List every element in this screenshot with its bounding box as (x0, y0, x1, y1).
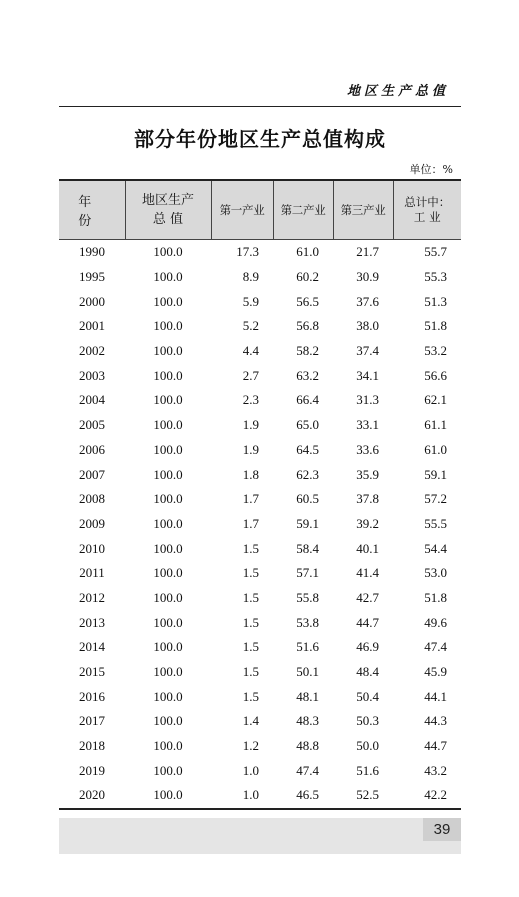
cell-secondary: 57.1 (296, 565, 319, 581)
table-row (59, 610, 461, 635)
cell-industry: 55.5 (424, 515, 447, 531)
cell-gdp: 100.0 (153, 664, 183, 680)
header-tertiary-label: 第三产业 (340, 203, 386, 217)
cell-gdp: 100.0 (153, 491, 183, 507)
header-industry-line1: 总计中： (404, 195, 451, 209)
cell-secondary: 56.8 (296, 318, 319, 334)
cell-tertiary: 42.7 (356, 589, 379, 605)
cell-year: 1990 (79, 244, 105, 260)
table-row (59, 758, 461, 783)
cell-tertiary: 51.6 (356, 762, 379, 778)
header-year: 年 份 (78, 195, 106, 229)
cell-tertiary: 39.2 (356, 515, 379, 531)
cell-tertiary: 31.3 (356, 392, 379, 408)
cell-gdp: 100.0 (153, 392, 183, 408)
cell-primary: 1.5 (242, 589, 259, 605)
cell-tertiary: 50.4 (356, 688, 379, 704)
table-row (59, 512, 461, 537)
header-rule (59, 106, 461, 107)
table-row (59, 388, 461, 413)
table-row (59, 314, 461, 339)
unit-label: 单位：% (409, 163, 453, 176)
table-row (59, 487, 461, 512)
running-head: 地区生产总值 (346, 84, 449, 99)
cell-industry: 44.1 (424, 688, 447, 704)
cell-year: 2018 (79, 738, 105, 754)
cell-tertiary: 37.6 (356, 293, 379, 309)
cell-primary: 1.5 (242, 540, 259, 556)
cell-gdp: 100.0 (153, 515, 183, 531)
table-row (59, 709, 461, 734)
cell-year: 2012 (79, 589, 105, 605)
cell-tertiary: 30.9 (356, 269, 379, 285)
header-primary-label: 第一产业 (219, 203, 265, 217)
cell-industry: 56.6 (424, 367, 447, 383)
cell-industry: 57.2 (424, 491, 447, 507)
cell-gdp: 100.0 (153, 540, 183, 556)
cell-year: 2014 (79, 639, 105, 655)
cell-industry: 42.2 (424, 787, 447, 803)
data-table-wrapper (59, 179, 461, 810)
cell-primary: 1.5 (242, 664, 259, 680)
cell-gdp: 100.0 (153, 614, 183, 630)
cell-industry: 54.4 (424, 540, 447, 556)
cell-secondary: 48.3 (296, 713, 319, 729)
cell-gdp: 100.0 (153, 343, 183, 359)
cell-secondary: 61.0 (296, 244, 319, 260)
cell-gdp: 100.0 (153, 244, 183, 260)
cell-tertiary: 37.4 (356, 343, 379, 359)
cell-industry: 44.3 (424, 713, 447, 729)
cell-tertiary: 35.9 (356, 466, 379, 482)
cell-industry: 55.7 (424, 244, 447, 260)
cell-industry: 51.8 (424, 589, 447, 605)
cell-primary: 1.2 (242, 738, 259, 754)
table-row (59, 289, 461, 314)
table-row (59, 536, 461, 561)
cell-primary: 4.4 (242, 343, 259, 359)
cell-primary: 1.9 (242, 441, 259, 457)
header-industry (393, 180, 461, 240)
header-primary (211, 180, 273, 240)
cell-year: 2009 (79, 515, 105, 531)
cell-industry: 53.2 (424, 343, 447, 359)
cell-primary: 1.4 (242, 713, 259, 729)
cell-tertiary: 33.1 (356, 417, 379, 433)
cell-year: 2019 (79, 762, 105, 778)
cell-secondary: 53.8 (296, 614, 319, 630)
cell-gdp: 100.0 (153, 441, 183, 457)
cell-industry: 55.3 (424, 269, 447, 285)
cell-primary: 5.2 (242, 318, 259, 334)
page-title: 部分年份地区生产总值构成 (134, 127, 386, 151)
cell-industry: 45.9 (424, 664, 447, 680)
cell-primary: 1.5 (242, 565, 259, 581)
cell-year: 2011 (79, 565, 105, 581)
cell-primary: 1.5 (242, 688, 259, 704)
cell-tertiary: 40.1 (356, 540, 379, 556)
cell-gdp: 100.0 (153, 787, 183, 803)
cell-secondary: 51.6 (296, 639, 319, 655)
cell-year: 2004 (79, 392, 105, 408)
cell-secondary: 48.8 (296, 738, 319, 754)
table-row (59, 265, 461, 290)
cell-secondary: 55.8 (296, 589, 319, 605)
cell-primary: 1.5 (242, 639, 259, 655)
cell-gdp: 100.0 (153, 367, 183, 383)
cell-gdp: 100.0 (153, 269, 183, 285)
cell-secondary: 63.2 (296, 367, 319, 383)
cell-year: 2001 (79, 318, 105, 334)
cell-year: 2006 (79, 441, 105, 457)
cell-tertiary: 48.4 (356, 664, 379, 680)
cell-secondary: 60.5 (296, 491, 319, 507)
header-gdp (125, 180, 211, 240)
cell-secondary: 58.4 (296, 540, 319, 556)
cell-gdp: 100.0 (153, 466, 183, 482)
cell-gdp: 100.0 (153, 565, 183, 581)
table-row (59, 413, 461, 438)
cell-secondary: 48.1 (296, 688, 319, 704)
cell-tertiary: 37.8 (356, 491, 379, 507)
cell-industry: 49.6 (424, 614, 447, 630)
cell-primary: 1.7 (242, 491, 259, 507)
cell-year: 2002 (79, 343, 105, 359)
cell-secondary: 66.4 (296, 392, 319, 408)
cell-secondary: 60.2 (296, 269, 319, 285)
cell-primary: 1.8 (242, 466, 259, 482)
cell-gdp: 100.0 (153, 417, 183, 433)
cell-industry: 59.1 (424, 466, 447, 482)
cell-gdp: 100.0 (153, 738, 183, 754)
cell-primary: 8.9 (242, 269, 259, 285)
table-row (59, 586, 461, 611)
cell-primary: 1.0 (242, 762, 259, 778)
cell-year: 2005 (79, 417, 105, 433)
cell-secondary: 59.1 (296, 515, 319, 531)
cell-secondary: 56.5 (296, 293, 319, 309)
page-number: 39 (423, 818, 461, 841)
cell-secondary: 46.5 (296, 787, 319, 803)
table-row (59, 635, 461, 660)
cell-industry: 44.7 (424, 738, 447, 754)
table-row (59, 438, 461, 463)
cell-industry: 43.2 (424, 762, 447, 778)
cell-tertiary: 38.0 (356, 318, 379, 334)
cell-tertiary: 21.7 (356, 244, 379, 260)
cell-year: 2000 (79, 293, 105, 309)
table-row (59, 684, 461, 709)
cell-industry: 51.3 (424, 293, 447, 309)
cell-tertiary: 33.6 (356, 441, 379, 457)
cell-primary: 1.0 (242, 787, 259, 803)
cell-tertiary: 50.0 (356, 738, 379, 754)
table-row (59, 462, 461, 487)
cell-industry: 47.4 (424, 639, 447, 655)
cell-primary: 1.5 (242, 614, 259, 630)
cell-industry: 61.0 (424, 441, 447, 457)
cell-gdp: 100.0 (153, 688, 183, 704)
composition-table (59, 179, 461, 810)
header-secondary-label: 第二产业 (280, 203, 326, 217)
cell-secondary: 50.1 (296, 664, 319, 680)
header-tertiary (333, 180, 393, 240)
cell-tertiary: 46.9 (356, 639, 379, 655)
cell-year: 2020 (79, 787, 105, 803)
cell-secondary: 65.0 (296, 417, 319, 433)
cell-year: 2017 (79, 713, 105, 729)
cell-year: 2015 (79, 664, 105, 680)
cell-year: 2010 (79, 540, 105, 556)
cell-gdp: 100.0 (153, 589, 183, 605)
cell-tertiary: 44.7 (356, 614, 379, 630)
cell-year: 2016 (79, 688, 105, 704)
table-row (59, 734, 461, 759)
table-header (59, 180, 461, 240)
cell-primary: 17.3 (236, 244, 259, 260)
cell-gdp: 100.0 (153, 762, 183, 778)
table-body (59, 240, 461, 809)
cell-gdp: 100.0 (153, 639, 183, 655)
cell-industry: 62.1 (424, 392, 447, 408)
cell-industry: 51.8 (424, 318, 447, 334)
cell-primary: 1.7 (242, 515, 259, 531)
cell-year: 2007 (79, 466, 105, 482)
cell-secondary: 58.2 (296, 343, 319, 359)
cell-primary: 1.9 (242, 417, 259, 433)
cell-gdp: 100.0 (153, 713, 183, 729)
cell-primary: 2.7 (242, 367, 259, 383)
table-row (59, 561, 461, 586)
cell-tertiary: 34.1 (356, 367, 379, 383)
footer-bar (59, 818, 461, 854)
table-row (59, 240, 461, 265)
cell-secondary: 47.4 (296, 762, 319, 778)
cell-year: 2003 (79, 367, 105, 383)
cell-secondary: 64.5 (296, 441, 319, 457)
table-row (59, 339, 461, 364)
header-gdp-line2: 总 值 (152, 212, 184, 227)
cell-tertiary: 41.4 (356, 565, 379, 581)
cell-secondary: 62.3 (296, 466, 319, 482)
cell-year: 2013 (79, 614, 105, 630)
cell-industry: 53.0 (424, 565, 447, 581)
header-gdp-line1: 地区生产 (141, 193, 194, 208)
cell-gdp: 100.0 (153, 293, 183, 309)
header-industry-line2: 工 业 (413, 210, 441, 224)
cell-industry: 61.1 (424, 417, 447, 433)
table-row (59, 783, 461, 809)
cell-year: 1995 (79, 269, 105, 285)
cell-tertiary: 50.3 (356, 713, 379, 729)
table-row (59, 363, 461, 388)
header-secondary (273, 180, 333, 240)
cell-year: 2008 (79, 491, 105, 507)
cell-primary: 2.3 (242, 392, 259, 408)
cell-gdp: 100.0 (153, 318, 183, 334)
cell-primary: 5.9 (242, 293, 259, 309)
cell-tertiary: 52.5 (356, 787, 379, 803)
table-row (59, 660, 461, 685)
